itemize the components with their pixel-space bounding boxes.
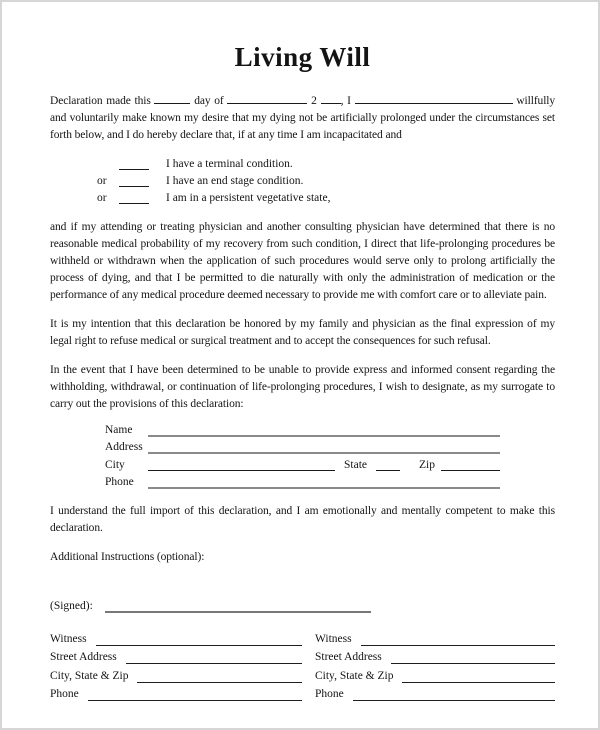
name-field-line[interactable] <box>148 435 500 437</box>
or-label: or <box>97 175 107 187</box>
signature-line[interactable] <box>105 611 371 613</box>
witness-phone-row <box>315 685 555 704</box>
opening-text-4: , I <box>340 95 351 107</box>
signed-label: (Signed): <box>50 600 93 612</box>
witness-name-row <box>50 629 302 648</box>
condition-row-end-stage <box>97 173 555 190</box>
condition-text: I have an end stage condition. <box>166 175 304 187</box>
zip-field-line[interactable] <box>441 470 500 471</box>
directive-paragraph: and if my attending or treating physician and another consulting physician have determined that there is no reasonable medical probability of my recovery from such condition, I direct that life-prolonging procedures be withheld or withdrawn when the application of such procedures would serve only to prolong artificially the process of dying, and that I be permitted to die naturally with only the administration of medication or the performance of any medical procedure deemed necessary to provide me with comfort care or to alleviate pain. <box>50 221 555 301</box>
opening-paragraph <box>50 93 555 144</box>
surrogate-phone-row <box>105 474 500 492</box>
surrogate-name-row <box>105 421 500 439</box>
address-field-line[interactable] <box>148 452 500 454</box>
city-label: City <box>105 458 125 471</box>
witness-city-state-zip-row <box>315 666 555 685</box>
condition-blank-line[interactable] <box>119 169 149 170</box>
witness-city-line[interactable] <box>137 682 302 683</box>
city-state-zip-label: City, State & Zip <box>315 669 394 682</box>
surrogate-city-state-zip-row <box>105 456 500 474</box>
witness-city-state-zip-row <box>50 666 302 685</box>
signature-row <box>50 598 555 615</box>
opening-text-1: Declaration made this <box>50 95 151 107</box>
intention-paragraph: It is my intention that this declaration be honored by my family and physician as the final expression of my legal right to refuse medical or surgical treatment and to accept the consequences for such refusal. <box>50 318 555 347</box>
street-address-label: Street Address <box>50 651 117 663</box>
condition-blank-line[interactable] <box>119 186 149 187</box>
witness-city-line[interactable] <box>402 682 555 683</box>
condition-options-list <box>97 156 555 207</box>
phone-label: Phone <box>105 476 134 488</box>
declarant-name-blank-line[interactable] <box>355 93 513 104</box>
witness-name-line[interactable] <box>96 645 302 646</box>
state-label: State <box>344 458 367 471</box>
surrogate-address-row <box>105 439 500 457</box>
street-address-label: Street Address <box>315 651 382 663</box>
witness-street-line[interactable] <box>391 663 555 664</box>
witness-phone-row <box>50 685 302 704</box>
phone-label: Phone <box>50 688 79 700</box>
condition-text: I am in a persistent vegetative state, <box>166 192 331 204</box>
zip-label: Zip <box>419 458 435 471</box>
witness-section <box>50 629 555 703</box>
city-field-line[interactable] <box>148 470 335 471</box>
day-blank-line[interactable] <box>154 93 190 104</box>
state-field-line[interactable] <box>376 470 400 471</box>
condition-row-vegetative-state <box>97 190 555 207</box>
surrogate-contact-block <box>105 421 500 491</box>
witness-street-row <box>50 648 302 667</box>
name-label: Name <box>105 423 133 436</box>
witness-name-row <box>315 629 555 648</box>
witness-label: Witness <box>315 632 352 645</box>
or-label: or <box>97 192 107 204</box>
condition-blank-line[interactable] <box>119 203 149 204</box>
address-label: Address <box>105 441 143 453</box>
witness-label: Witness <box>50 632 87 645</box>
witness-street-row <box>315 648 555 667</box>
city-state-zip-label: City, State & Zip <box>50 669 129 682</box>
surrogate-paragraph: In the event that I have been determined to be unable to provide express and informed consent regarding the withholding, withdrawal, or continuation of life-prolonging procedures, I wish to designate, as my surrogate to carry out the provisions of this declaration: <box>50 364 555 410</box>
witness-phone-line[interactable] <box>88 700 302 701</box>
phone-field-line[interactable] <box>148 487 500 489</box>
witness-phone-line[interactable] <box>353 700 555 701</box>
month-blank-line[interactable] <box>227 93 307 104</box>
witness-street-line[interactable] <box>126 663 302 664</box>
document-title: Living Will <box>234 42 371 72</box>
opening-text-2: day of <box>194 95 224 107</box>
phone-label: Phone <box>315 688 344 700</box>
opening-text-3: 2 <box>311 95 317 107</box>
competency-paragraph: I understand the full import of this declaration, and I am emotionally and mentally competent to make this declaration. <box>50 505 555 534</box>
condition-text: I have a terminal condition. <box>166 158 293 170</box>
witness-name-line[interactable] <box>361 645 555 646</box>
additional-instructions-label: Additional Instructions (optional): <box>50 551 205 563</box>
witness-column-right <box>315 629 555 703</box>
opening-continuation: willfully and voluntarily make known my desire that my dying not be artificially prolonged under the circumstances set forth below, and I do hereby declare that, if at any time I am incapacitated and <box>50 95 556 141</box>
condition-row-terminal <box>97 156 555 173</box>
witness-column-left <box>50 629 302 703</box>
year-blank-line[interactable] <box>321 93 341 104</box>
